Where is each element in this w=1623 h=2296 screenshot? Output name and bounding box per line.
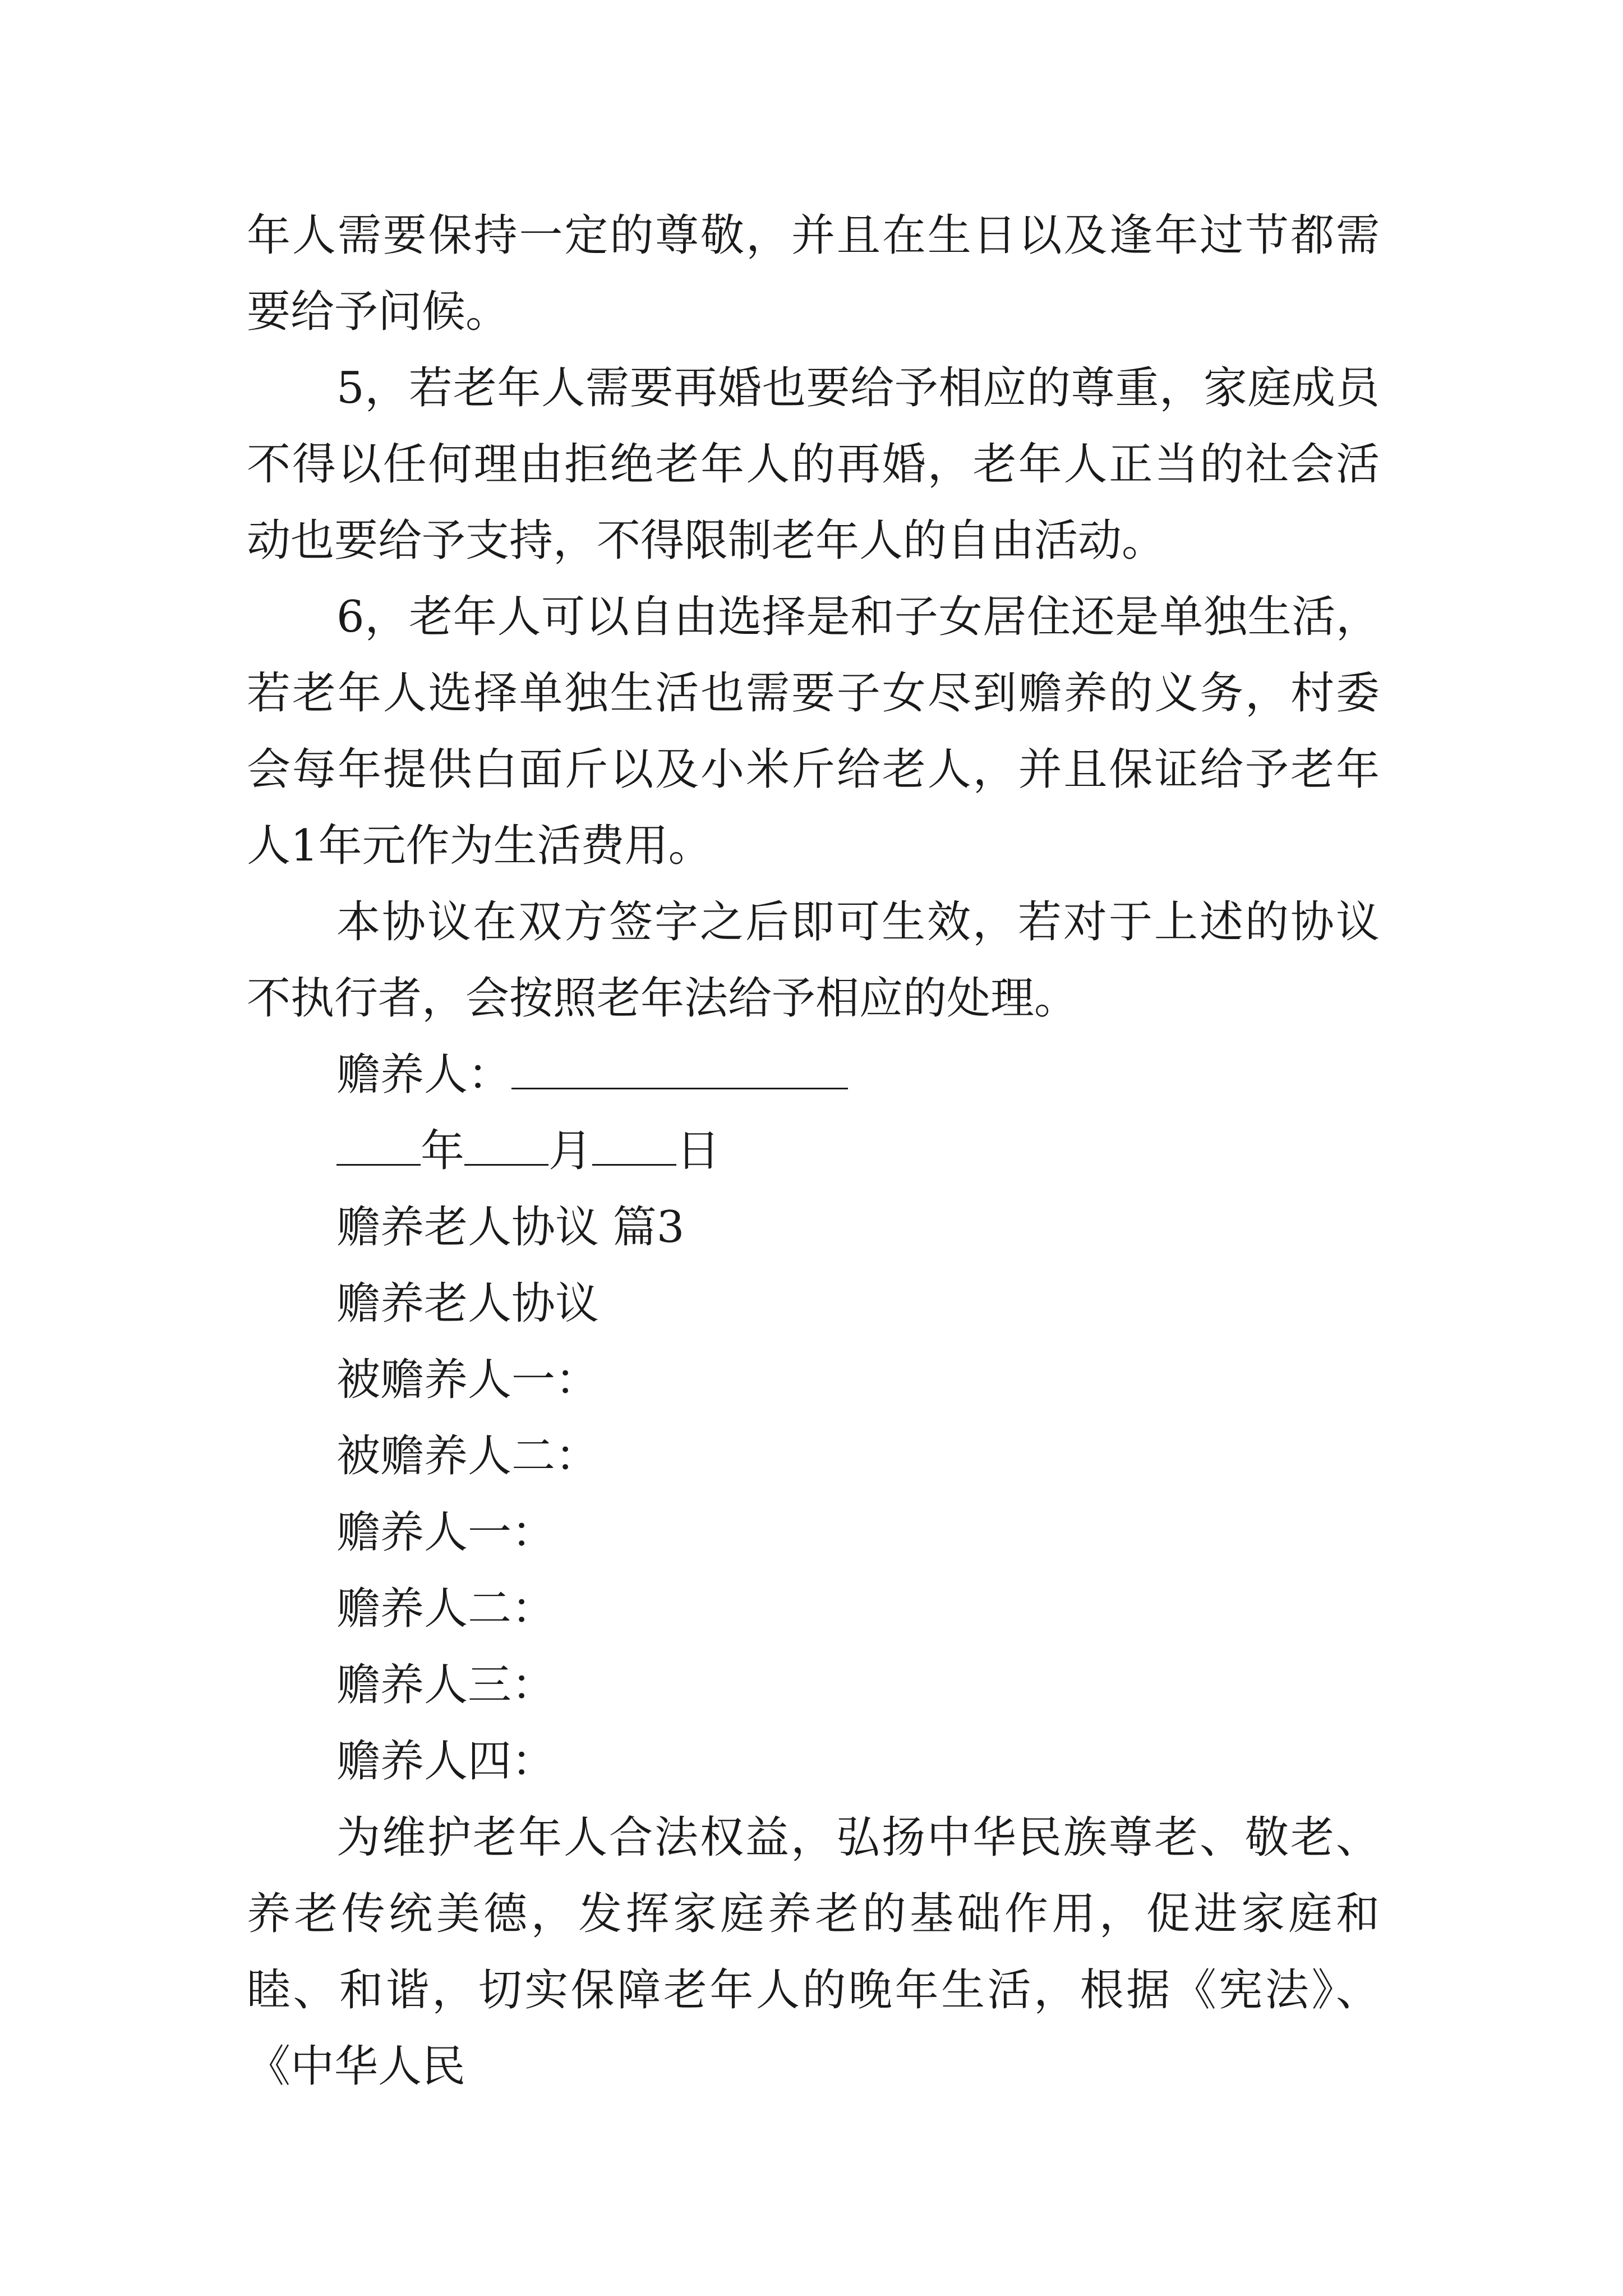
section-heading: 赡养老人协议 篇3 <box>336 1202 685 1253</box>
party-supporter-3: 赡养人三： <box>336 1660 556 1710</box>
signature-line <box>247 1037 1380 1113</box>
party-supporter-2: 赡养人二： <box>336 1584 556 1634</box>
day-blank <box>592 1120 676 1166</box>
party-supported-2: 被赡养人二： <box>336 1431 600 1481</box>
month-blank <box>464 1120 548 1166</box>
date-day-label: 日 <box>676 1126 721 1176</box>
agreement-title: 赡养老人协议 <box>336 1278 600 1329</box>
document-body <box>247 197 1380 2105</box>
paragraph-item-5: 5，若老年人需要再婚也要给予相应的尊重，家庭成员不得以任何理由拒绝老年人的再婚，老年人正当的社会活动也要给予支持，不得限制老年人的自由活动。 <box>247 363 1380 566</box>
date-month-label: 月 <box>548 1126 593 1176</box>
party-supported-1: 被赡养人一： <box>336 1355 600 1405</box>
date-year-label: 年 <box>421 1126 465 1176</box>
party-supporter-1: 赡养人一： <box>336 1507 556 1558</box>
paragraph-item-6: 6，老年人可以自由选择是和子女居住还是单独生活，若老年人选择单独生活也需要子女尽到赡养的义务，村委会每年提供白面斤以及小米斤给老人，并且保证给予老年人1年元作为生活费用。 <box>247 592 1380 871</box>
paragraph-intro: 为维护老年人合法权益，弘扬中华民族尊老、敬老、养老传统美德，发挥家庭养老的基础作用，促进家庭和睦、和谐，切实保障老年人的晚年生活，根据《宪法》、《中华人民 <box>247 1812 1380 2092</box>
paragraph-effect-clause: 本协议在双方签字之后即可生效，若对于上述的协议不执行者，会按照老年法给予相应的处理。 <box>247 897 1380 1024</box>
party-supporter-4: 赡养人四： <box>336 1736 556 1787</box>
paragraph-continuation: 年人需要保持一定的尊敬，并且在生日以及逢年过节都需要给予问候。 <box>247 210 1380 337</box>
signature-blank <box>511 1044 848 1089</box>
signature-label: 赡养人： <box>336 1050 512 1100</box>
date-line <box>247 1113 1380 1189</box>
year-blank <box>336 1120 421 1166</box>
